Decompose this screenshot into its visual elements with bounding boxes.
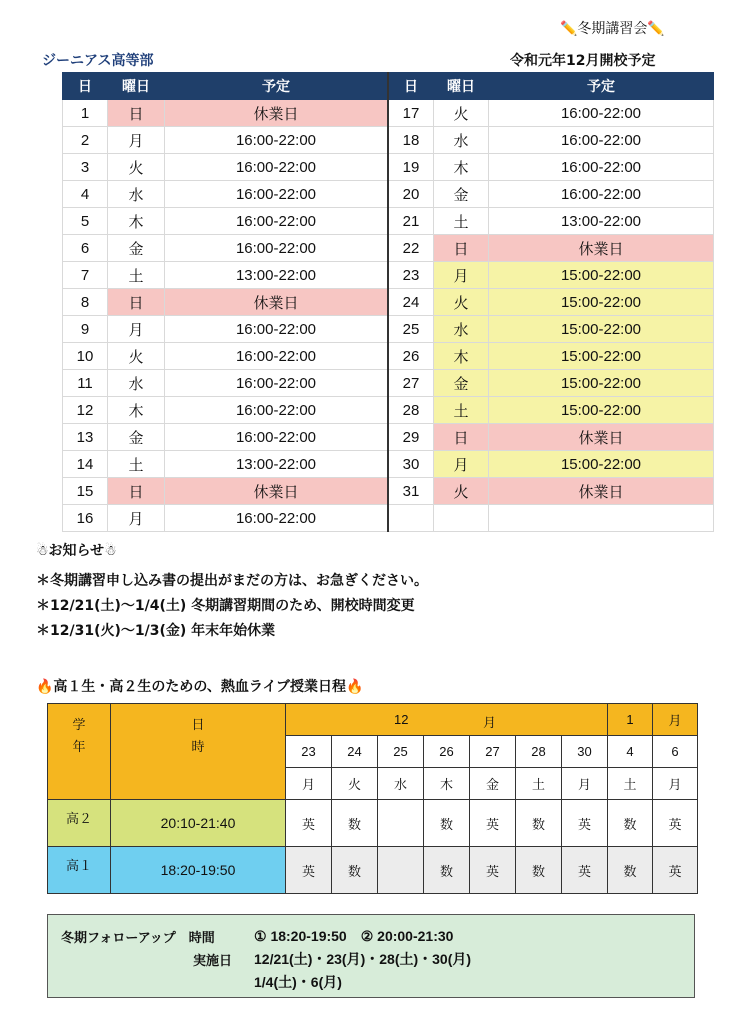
schedule-cell: 16:00-22:00 xyxy=(165,316,389,343)
weekday-cell: 月 xyxy=(108,505,165,532)
day-cell: 6 xyxy=(63,235,108,262)
grade-header-char: 年 xyxy=(72,739,86,754)
subject-cell: 英 xyxy=(653,800,698,847)
time-header-char: 日 xyxy=(191,717,205,732)
subject-cell: 数 xyxy=(608,847,653,894)
schedule-cell: 16:00-22:00 xyxy=(165,343,389,370)
schedule-cell: 16:00-22:00 xyxy=(489,127,714,154)
class-time-cell: 18:20-19:50 xyxy=(111,847,286,894)
calendar-row xyxy=(63,505,714,532)
weekday-cell: 水 xyxy=(108,181,165,208)
notice-item: ＊冬期講習申し込み書の提出がまだの方は、お急ぎください。 xyxy=(36,573,428,589)
weekday-cell: 水 xyxy=(434,127,489,154)
calendar-body xyxy=(63,100,714,532)
subject-cell: 数 xyxy=(516,847,562,894)
schedule-cell: 休業日 xyxy=(489,424,714,451)
weekday-cell: 火 xyxy=(434,289,489,316)
followup-dates-january: 1/4(土)・6(月) xyxy=(254,974,342,990)
day-cell: 8 xyxy=(63,289,108,316)
weekday-cell: 火 xyxy=(108,343,165,370)
grade-cell: 高２ xyxy=(48,800,111,847)
day-cell: 15 xyxy=(63,478,108,505)
calendar-row xyxy=(63,127,714,154)
weekday-cell: 土 xyxy=(434,397,489,424)
day-cell: 21 xyxy=(388,208,434,235)
class-time-cell: 20:10-21:40 xyxy=(111,800,286,847)
day-cell: 19 xyxy=(388,154,434,181)
notice-item: ＊12/21(土)〜1/4(土) 冬期講習期間のため、開校時間変更 xyxy=(36,598,415,614)
date-cell: 25 xyxy=(378,736,424,768)
weekday-cell: 水 xyxy=(378,768,424,800)
weekday-cell: 月 xyxy=(108,316,165,343)
date-cell: 27 xyxy=(470,736,516,768)
day-cell: 26 xyxy=(388,343,434,370)
event-title: ✏️冬期講習会✏️ xyxy=(560,21,665,37)
calendar-row xyxy=(63,181,714,208)
subject-cell: 数 xyxy=(332,800,378,847)
calendar-row xyxy=(63,343,714,370)
weekday-cell: 土 xyxy=(108,262,165,289)
subject-cell: 数 xyxy=(608,800,653,847)
calendar-header-row xyxy=(63,73,714,100)
schedule-cell: 15:00-22:00 xyxy=(489,451,714,478)
col-schedule: 予定 xyxy=(489,73,714,100)
day-cell: 11 xyxy=(63,370,108,397)
day-cell: 10 xyxy=(63,343,108,370)
day-cell: 4 xyxy=(63,181,108,208)
grade-header xyxy=(48,704,111,800)
day-cell xyxy=(388,505,434,532)
followup-dates: 12/21(土)・23(月)・28(土)・30(月) xyxy=(254,951,472,967)
weekday-cell: 水 xyxy=(108,370,165,397)
date-cell: 24 xyxy=(332,736,378,768)
weekday-cell: 月 xyxy=(108,127,165,154)
subject-cell: 英 xyxy=(470,847,516,894)
day-cell: 20 xyxy=(388,181,434,208)
day-cell: 16 xyxy=(63,505,108,532)
day-cell: 18 xyxy=(388,127,434,154)
subject-cell: 数 xyxy=(424,847,470,894)
day-cell: 1 xyxy=(63,100,108,127)
day-cell: 7 xyxy=(63,262,108,289)
calendar-row xyxy=(63,478,714,505)
day-cell: 13 xyxy=(63,424,108,451)
weekday-cell: 土 xyxy=(108,451,165,478)
month-12-unit: 月 xyxy=(483,715,497,730)
time-header xyxy=(111,704,286,800)
weekday-cell: 土 xyxy=(516,768,562,800)
weekday-cell: 月 xyxy=(434,262,489,289)
weekday-cell: 火 xyxy=(332,768,378,800)
notice-title: ☃お知らせ☃ xyxy=(36,543,117,559)
day-cell: 2 xyxy=(63,127,108,154)
calendar-row xyxy=(63,397,714,424)
weekday-cell: 日 xyxy=(434,424,489,451)
calendar-row xyxy=(63,424,714,451)
schedule-cell: 13:00-22:00 xyxy=(165,451,389,478)
schedule-cell: 13:00-22:00 xyxy=(489,208,714,235)
weekday-cell: 木 xyxy=(108,208,165,235)
followup-label: 冬期フォローアップ 時間 xyxy=(61,930,215,945)
date-cell: 28 xyxy=(516,736,562,768)
calendar-row xyxy=(63,208,714,235)
calendar-row xyxy=(63,370,714,397)
col-weekday: 曜日 xyxy=(434,73,489,100)
day-cell: 24 xyxy=(388,289,434,316)
schedule-cell: 15:00-22:00 xyxy=(489,343,714,370)
calendar-row xyxy=(63,100,714,127)
day-cell: 28 xyxy=(388,397,434,424)
calendar-row xyxy=(63,316,714,343)
weekday-cell: 月 xyxy=(434,451,489,478)
subject-cell xyxy=(378,847,424,894)
subject-cell: 英 xyxy=(286,800,332,847)
weekday-cell: 日 xyxy=(108,100,165,127)
schedule-cell: 15:00-22:00 xyxy=(489,397,714,424)
calendar-row xyxy=(63,262,714,289)
followup-date-label: 実施日 xyxy=(193,953,233,968)
subject-cell: 英 xyxy=(470,800,516,847)
schedule-cell: 16:00-22:00 xyxy=(489,100,714,127)
schedule-cell: 休業日 xyxy=(165,100,389,127)
schedule-cell: 15:00-22:00 xyxy=(489,370,714,397)
subject-cell: 英 xyxy=(286,847,332,894)
followup-times: ① 18:20-19:50 ② 20:00-21:30 xyxy=(254,928,454,944)
schedule-cell: 16:00-22:00 xyxy=(165,370,389,397)
subject-cell: 英 xyxy=(562,847,608,894)
live-class-table xyxy=(47,703,698,894)
schedule-cell: 13:00-22:00 xyxy=(165,262,389,289)
day-cell: 22 xyxy=(388,235,434,262)
schedule-cell: 16:00-22:00 xyxy=(489,154,714,181)
schedule-cell: 16:00-22:00 xyxy=(489,181,714,208)
grade2-row xyxy=(48,800,698,847)
day-cell: 25 xyxy=(388,316,434,343)
weekday-cell: 土 xyxy=(434,208,489,235)
live-class-title: 🔥高１生・高２生のための、熱血ライブ授業日程🔥 xyxy=(36,679,364,695)
col-weekday: 曜日 xyxy=(108,73,165,100)
subject-cell: 数 xyxy=(516,800,562,847)
schedule-cell: 16:00-22:00 xyxy=(165,397,389,424)
date-cell: 23 xyxy=(286,736,332,768)
date-cell: 4 xyxy=(608,736,653,768)
subject-cell: 英 xyxy=(562,800,608,847)
calendar-row xyxy=(63,289,714,316)
notice-item: ＊12/31(火)〜1/3(金) 年末年始休業 xyxy=(36,623,276,639)
weekday-cell: 金 xyxy=(470,768,516,800)
schedule-cell: 16:00-22:00 xyxy=(165,181,389,208)
schedule-cell: 休業日 xyxy=(165,478,389,505)
calendar-row xyxy=(63,451,714,478)
day-cell: 29 xyxy=(388,424,434,451)
grade-cell: 高１ xyxy=(48,847,111,894)
col-day: 日 xyxy=(63,73,108,100)
grade1-row xyxy=(48,847,698,894)
month-12-header xyxy=(286,704,608,736)
schedule-cell: 休業日 xyxy=(489,235,714,262)
schedule-cell: 15:00-22:00 xyxy=(489,316,714,343)
month-title: 令和元年12月開校予定 xyxy=(510,53,656,69)
month-1-number: 1 xyxy=(608,704,653,736)
subject-cell: 数 xyxy=(332,847,378,894)
followup-box xyxy=(47,914,695,998)
weekday-cell: 月 xyxy=(286,768,332,800)
month-12-number: 12 xyxy=(394,712,409,727)
weekday-cell: 土 xyxy=(608,768,653,800)
schedule-cell: 16:00-22:00 xyxy=(165,424,389,451)
weekday-cell: 木 xyxy=(424,768,470,800)
subject-cell xyxy=(378,800,424,847)
col-schedule: 予定 xyxy=(165,73,389,100)
weekday-cell: 水 xyxy=(434,316,489,343)
schedule-cell: 16:00-22:00 xyxy=(165,505,389,532)
calendar-row xyxy=(63,154,714,181)
subject-cell: 英 xyxy=(653,847,698,894)
time-header-char: 時 xyxy=(191,739,205,754)
schedule-cell: 休業日 xyxy=(165,289,389,316)
weekday-cell: 金 xyxy=(108,424,165,451)
day-cell: 27 xyxy=(388,370,434,397)
schedule-cell: 15:00-22:00 xyxy=(489,262,714,289)
grade-header-char: 学 xyxy=(72,717,86,732)
day-cell: 3 xyxy=(63,154,108,181)
subject-cell: 数 xyxy=(424,800,470,847)
day-cell: 23 xyxy=(388,262,434,289)
date-cell: 6 xyxy=(653,736,698,768)
schedule-calendar xyxy=(62,72,714,532)
calendar-row xyxy=(63,235,714,262)
day-cell: 9 xyxy=(63,316,108,343)
weekday-cell xyxy=(434,505,489,532)
col-day: 日 xyxy=(388,73,434,100)
date-cell: 26 xyxy=(424,736,470,768)
schedule-cell xyxy=(489,505,714,532)
weekday-cell: 金 xyxy=(434,181,489,208)
weekday-cell: 火 xyxy=(434,478,489,505)
schedule-cell: 15:00-22:00 xyxy=(489,289,714,316)
weekday-cell: 日 xyxy=(108,478,165,505)
day-cell: 30 xyxy=(388,451,434,478)
day-cell: 31 xyxy=(388,478,434,505)
weekday-cell: 木 xyxy=(434,154,489,181)
weekday-cell: 木 xyxy=(434,343,489,370)
schedule-cell: 16:00-22:00 xyxy=(165,154,389,181)
weekday-cell: 火 xyxy=(108,154,165,181)
month-1-unit: 月 xyxy=(653,704,698,736)
weekday-cell: 日 xyxy=(434,235,489,262)
schedule-cell: 休業日 xyxy=(489,478,714,505)
weekday-cell: 火 xyxy=(434,100,489,127)
date-cell: 30 xyxy=(562,736,608,768)
schedule-cell: 16:00-22:00 xyxy=(165,127,389,154)
day-cell: 14 xyxy=(63,451,108,478)
weekday-cell: 月 xyxy=(562,768,608,800)
day-cell: 12 xyxy=(63,397,108,424)
schedule-cell: 16:00-22:00 xyxy=(165,235,389,262)
weekday-cell: 金 xyxy=(434,370,489,397)
weekday-cell: 木 xyxy=(108,397,165,424)
school-name: ジーニアス高等部 xyxy=(42,53,154,69)
weekday-cell: 月 xyxy=(653,768,698,800)
weekday-cell: 日 xyxy=(108,289,165,316)
schedule-cell: 16:00-22:00 xyxy=(165,208,389,235)
day-cell: 17 xyxy=(388,100,434,127)
day-cell: 5 xyxy=(63,208,108,235)
weekday-cell: 金 xyxy=(108,235,165,262)
